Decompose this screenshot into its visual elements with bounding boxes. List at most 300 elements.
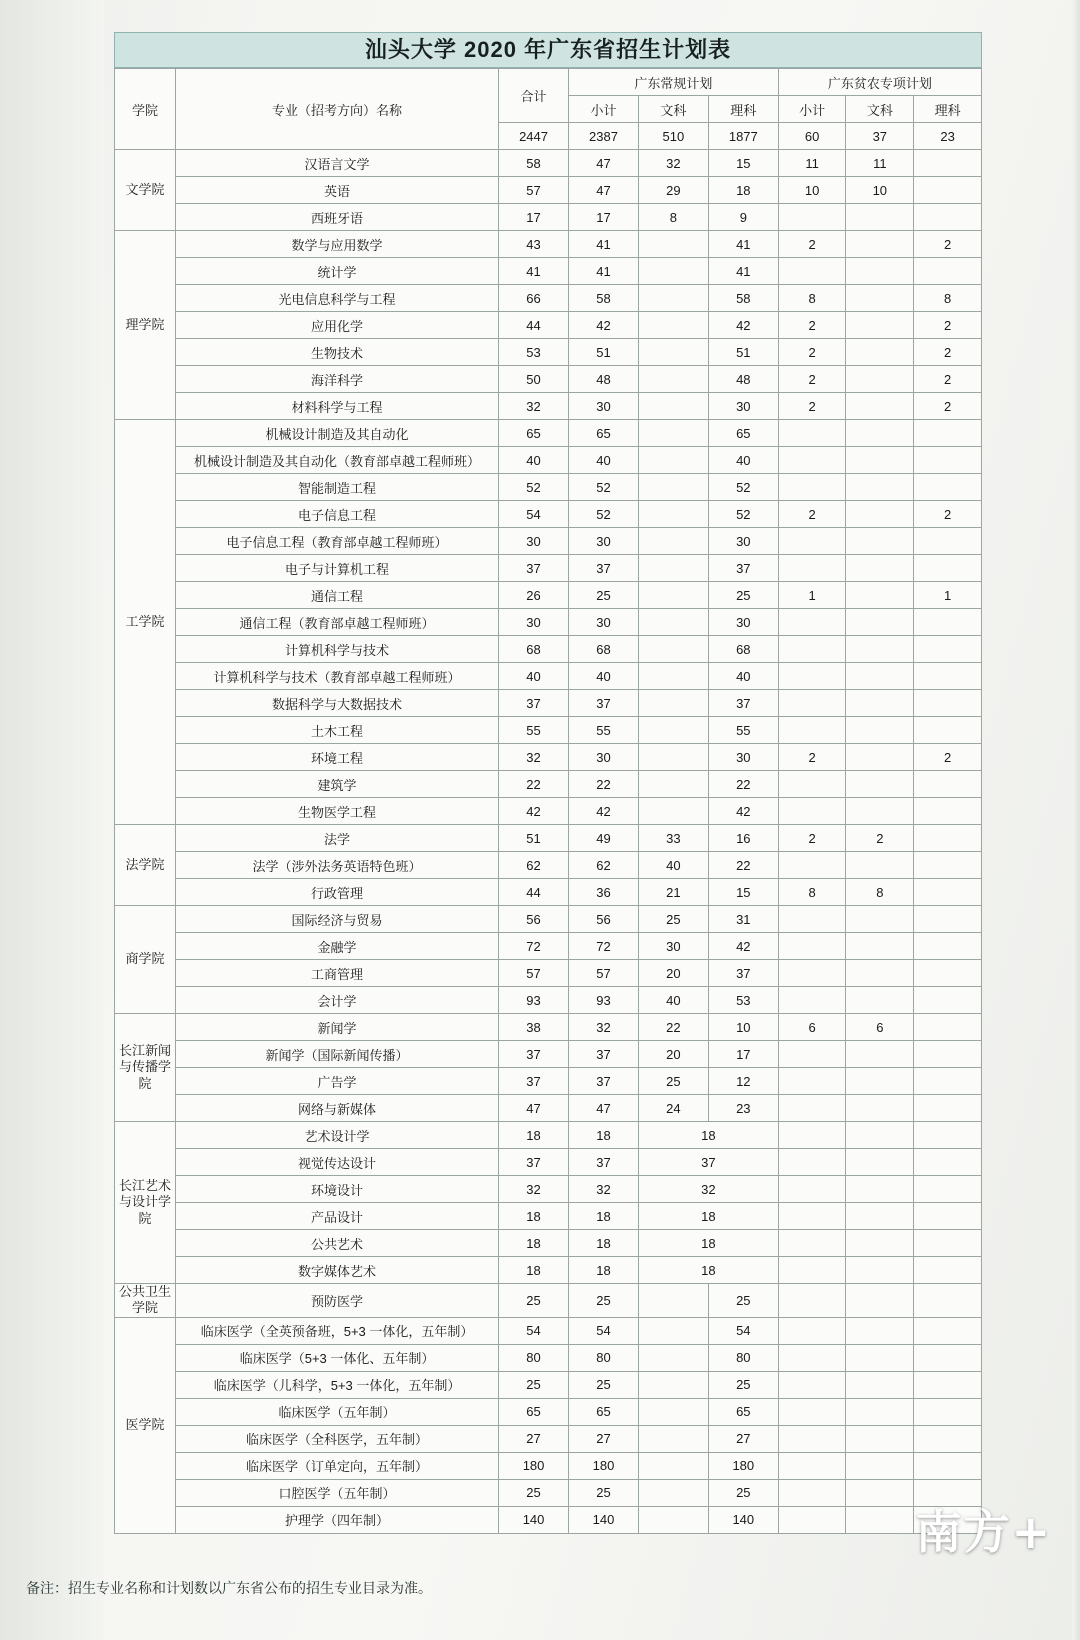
regular-liberal-cell [638, 1371, 708, 1398]
poverty-subtotal-cell [778, 1095, 846, 1122]
poverty-subtotal-cell [778, 420, 846, 447]
regular-science-cell: 18 [708, 177, 778, 204]
table-row [115, 1122, 982, 1149]
poverty-subtotal-cell: 2 [778, 501, 846, 528]
regular-science-cell: 37 [708, 960, 778, 987]
regular-liberal-cell [638, 474, 708, 501]
table-row [115, 501, 982, 528]
major-name-cell: 智能制造工程 [176, 474, 499, 501]
regular-subtotal-cell: 37 [569, 690, 639, 717]
regular-subtotal-cell: 47 [569, 150, 639, 177]
regular-subtotal-cell: 52 [569, 474, 639, 501]
regular-science-cell: 54 [708, 1317, 778, 1344]
poverty-subtotal-cell [778, 609, 846, 636]
major-name-cell: 工商管理 [176, 960, 499, 987]
poverty-science-cell [914, 906, 982, 933]
regular-liberal-cell [638, 717, 708, 744]
regular-subtotal-cell: 27 [569, 1425, 639, 1452]
regular-subtotal-cell: 37 [569, 1068, 639, 1095]
poverty-subtotal-cell [778, 474, 846, 501]
regular-liberal-cell: 24 [638, 1095, 708, 1122]
poverty-science-cell: 1 [914, 582, 982, 609]
regular-science-cell: 12 [708, 1068, 778, 1095]
poverty-liberal-cell [846, 771, 914, 798]
total-cell: 54 [499, 501, 569, 528]
poverty-liberal-cell: 10 [846, 177, 914, 204]
poverty-subtotal-cell [778, 1479, 846, 1506]
regular-liberal-cell: 40 [638, 987, 708, 1014]
poverty-subtotal-cell [778, 933, 846, 960]
poverty-liberal-cell [846, 1452, 914, 1479]
poverty-liberal-cell [846, 285, 914, 312]
table-row [115, 879, 982, 906]
regular-science-cell: 22 [708, 771, 778, 798]
regular-science-cell: 27 [708, 1425, 778, 1452]
major-name-cell: 公共艺术 [176, 1230, 499, 1257]
poverty-science-cell [914, 204, 982, 231]
poverty-science-cell [914, 663, 982, 690]
table-row [115, 825, 982, 852]
college-cell: 法学院 [115, 825, 176, 906]
poverty-science-cell [914, 825, 982, 852]
major-name-cell: 通信工程 [176, 582, 499, 609]
poverty-liberal-cell [846, 393, 914, 420]
poverty-subtotal-cell: 2 [778, 744, 846, 771]
total-cell: 27 [499, 1425, 569, 1452]
table-row [115, 312, 982, 339]
poverty-subtotal-cell [778, 1257, 846, 1284]
total-cell: 18 [499, 1257, 569, 1284]
total-cell: 40 [499, 447, 569, 474]
regular-subtotal-cell: 40 [569, 663, 639, 690]
regular-liberal-cell: 8 [638, 204, 708, 231]
poverty-subtotal-cell: 2 [778, 825, 846, 852]
regular-merged-cell: 18 [638, 1122, 778, 1149]
regular-liberal-cell [638, 1479, 708, 1506]
poverty-science-cell [914, 1149, 982, 1176]
major-name-cell: 数学与应用数学 [176, 231, 499, 258]
college-cell: 理学院 [115, 231, 176, 420]
total-cell: 22 [499, 771, 569, 798]
poverty-liberal-cell [846, 258, 914, 285]
total-all: 2447 [499, 123, 569, 150]
poverty-subtotal-cell [778, 204, 846, 231]
table-row [115, 1398, 982, 1425]
regular-science-cell: 10 [708, 1014, 778, 1041]
total-cell: 37 [499, 1149, 569, 1176]
poverty-liberal-cell [846, 231, 914, 258]
poverty-liberal-cell [846, 1479, 914, 1506]
poverty-subtotal-cell [778, 1176, 846, 1203]
major-name-cell: 口腔医学（五年制） [176, 1479, 499, 1506]
regular-liberal-cell [638, 1344, 708, 1371]
poverty-liberal-cell [846, 582, 914, 609]
regular-science-cell: 25 [708, 1479, 778, 1506]
total-cell: 17 [499, 204, 569, 231]
poverty-subtotal-cell [778, 1122, 846, 1149]
total-poverty-science: 23 [914, 123, 982, 150]
regular-science-cell: 48 [708, 366, 778, 393]
major-name-cell: 海洋科学 [176, 366, 499, 393]
poverty-subtotal-cell [778, 1506, 846, 1533]
total-cell: 51 [499, 825, 569, 852]
regular-science-cell: 25 [708, 1371, 778, 1398]
page-title: 汕头大学 2020 年广东省招生计划表 [364, 37, 732, 62]
major-name-cell: 数字媒体艺术 [176, 1257, 499, 1284]
major-name-cell: 英语 [176, 177, 499, 204]
total-cell: 62 [499, 852, 569, 879]
table-row [115, 1257, 982, 1284]
poverty-science-cell: 2 [914, 231, 982, 258]
poverty-liberal-cell [846, 1095, 914, 1122]
regular-subtotal-cell: 52 [569, 501, 639, 528]
college-cell: 商学院 [115, 906, 176, 1014]
poverty-liberal-cell [846, 1203, 914, 1230]
major-name-cell: 电子信息工程（教育部卓越工程师班） [176, 528, 499, 555]
poverty-science-cell [914, 852, 982, 879]
total-cell: 32 [499, 1176, 569, 1203]
poverty-liberal-cell [846, 339, 914, 366]
major-name-cell: 广告学 [176, 1068, 499, 1095]
table-row [115, 150, 982, 177]
regular-science-cell: 30 [708, 609, 778, 636]
poverty-liberal-cell [846, 1425, 914, 1452]
poverty-science-cell [914, 1344, 982, 1371]
poverty-subtotal-cell [778, 1203, 846, 1230]
poverty-subtotal-cell [778, 1284, 846, 1318]
total-cell: 37 [499, 690, 569, 717]
major-name-cell: 新闻学（国际新闻传播） [176, 1041, 499, 1068]
major-name-cell: 机械设计制造及其自动化 [176, 420, 499, 447]
regular-subtotal-cell: 68 [569, 636, 639, 663]
regular-subtotal-cell: 41 [569, 258, 639, 285]
total-cell: 50 [499, 366, 569, 393]
poverty-subtotal-cell [778, 960, 846, 987]
regular-subtotal-cell: 32 [569, 1014, 639, 1041]
major-name-cell: 环境设计 [176, 1176, 499, 1203]
regular-liberal-cell [638, 1284, 708, 1318]
major-name-cell: 艺术设计学 [176, 1122, 499, 1149]
poverty-science-cell [914, 1095, 982, 1122]
total-cell: 66 [499, 285, 569, 312]
regular-subtotal-cell: 25 [569, 1371, 639, 1398]
regular-liberal-cell [638, 231, 708, 258]
regular-subtotal-cell: 30 [569, 528, 639, 555]
table-row [115, 1230, 982, 1257]
regular-liberal-cell [638, 285, 708, 312]
regular-subtotal-cell: 80 [569, 1344, 639, 1371]
major-name-cell: 产品设计 [176, 1203, 499, 1230]
poverty-science-cell [914, 1371, 982, 1398]
regular-subtotal-cell: 25 [569, 1284, 639, 1318]
regular-science-cell: 15 [708, 879, 778, 906]
total-cell: 32 [499, 393, 569, 420]
poverty-subtotal-cell: 8 [778, 879, 846, 906]
header-poverty-subtotal: 小计 [778, 96, 846, 123]
poverty-liberal-cell: 2 [846, 825, 914, 852]
regular-liberal-cell [638, 1506, 708, 1533]
poverty-science-cell [914, 420, 982, 447]
regular-science-cell: 52 [708, 501, 778, 528]
poverty-subtotal-cell [778, 852, 846, 879]
header-regular-subtotal: 小计 [569, 96, 639, 123]
regular-subtotal-cell: 51 [569, 339, 639, 366]
regular-subtotal-cell: 58 [569, 285, 639, 312]
table-row [115, 1479, 982, 1506]
total-cell: 40 [499, 663, 569, 690]
college-cell: 长江新闻与传播学院 [115, 1014, 176, 1122]
poverty-science-cell [914, 1425, 982, 1452]
major-name-cell: 通信工程（教育部卓越工程师班） [176, 609, 499, 636]
regular-subtotal-cell: 49 [569, 825, 639, 852]
regular-subtotal-cell: 180 [569, 1452, 639, 1479]
regular-liberal-cell [638, 258, 708, 285]
college-cell: 公共卫生学院 [115, 1284, 176, 1318]
table-row [115, 1203, 982, 1230]
regular-subtotal-cell: 37 [569, 1041, 639, 1068]
regular-subtotal-cell: 55 [569, 717, 639, 744]
poverty-liberal-cell [846, 1506, 914, 1533]
table-row [115, 987, 982, 1014]
poverty-liberal-cell [846, 447, 914, 474]
major-name-cell: 建筑学 [176, 771, 499, 798]
poverty-subtotal-cell [778, 798, 846, 825]
poverty-subtotal-cell [778, 1041, 846, 1068]
poverty-science-cell: 2 [914, 366, 982, 393]
major-name-cell: 金融学 [176, 933, 499, 960]
regular-liberal-cell [638, 1425, 708, 1452]
poverty-subtotal-cell: 2 [778, 312, 846, 339]
regular-subtotal-cell: 54 [569, 1317, 639, 1344]
regular-liberal-cell [638, 555, 708, 582]
poverty-science-cell [914, 1122, 982, 1149]
poverty-science-cell [914, 960, 982, 987]
header-group-poverty: 广东贫农专项计划 [778, 69, 981, 96]
major-name-cell: 电子与计算机工程 [176, 555, 499, 582]
poverty-liberal-cell [846, 960, 914, 987]
table-row [115, 933, 982, 960]
regular-science-cell: 53 [708, 987, 778, 1014]
regular-liberal-cell: 25 [638, 1068, 708, 1095]
regular-liberal-cell: 30 [638, 933, 708, 960]
total-cell: 72 [499, 933, 569, 960]
poverty-science-cell [914, 798, 982, 825]
regular-subtotal-cell: 25 [569, 582, 639, 609]
document-sheet [10, 22, 1068, 1622]
poverty-science-cell [914, 636, 982, 663]
regular-subtotal-cell: 32 [569, 1176, 639, 1203]
regular-liberal-cell [638, 501, 708, 528]
poverty-subtotal-cell [778, 528, 846, 555]
poverty-subtotal-cell [778, 906, 846, 933]
table-row [115, 177, 982, 204]
poverty-science-cell [914, 1317, 982, 1344]
regular-subtotal-cell: 30 [569, 393, 639, 420]
poverty-subtotal-cell [778, 1230, 846, 1257]
poverty-science-cell [914, 1041, 982, 1068]
regular-science-cell: 140 [708, 1506, 778, 1533]
table-row [115, 474, 982, 501]
poverty-subtotal-cell: 10 [778, 177, 846, 204]
total-cell: 52 [499, 474, 569, 501]
regular-liberal-cell [638, 339, 708, 366]
poverty-subtotal-cell: 8 [778, 285, 846, 312]
poverty-science-cell [914, 1203, 982, 1230]
poverty-liberal-cell [846, 204, 914, 231]
table-row [115, 1068, 982, 1095]
regular-science-cell: 30 [708, 744, 778, 771]
regular-science-cell: 51 [708, 339, 778, 366]
poverty-science-cell [914, 1452, 982, 1479]
regular-science-cell: 42 [708, 798, 778, 825]
table-row [115, 1506, 982, 1533]
major-name-cell: 临床医学（5+3 一体化、五年制） [176, 1344, 499, 1371]
major-name-cell: 国际经济与贸易 [176, 906, 499, 933]
regular-science-cell: 30 [708, 528, 778, 555]
poverty-subtotal-cell [778, 1317, 846, 1344]
admission-plan-table [114, 68, 982, 1534]
table-row [115, 1317, 982, 1344]
regular-liberal-cell: 20 [638, 1041, 708, 1068]
regular-liberal-cell [638, 366, 708, 393]
major-name-cell: 统计学 [176, 258, 499, 285]
major-name-cell: 汉语言文学 [176, 150, 499, 177]
regular-subtotal-cell: 140 [569, 1506, 639, 1533]
regular-science-cell: 40 [708, 663, 778, 690]
regular-subtotal-cell: 42 [569, 798, 639, 825]
poverty-subtotal-cell [778, 636, 846, 663]
poverty-liberal-cell: 6 [846, 1014, 914, 1041]
table-row [115, 798, 982, 825]
poverty-science-cell [914, 474, 982, 501]
poverty-subtotal-cell: 2 [778, 231, 846, 258]
table-row [115, 231, 982, 258]
regular-liberal-cell [638, 393, 708, 420]
poverty-liberal-cell [846, 501, 914, 528]
total-cell: 32 [499, 744, 569, 771]
regular-subtotal-cell: 30 [569, 609, 639, 636]
poverty-science-cell [914, 258, 982, 285]
regular-subtotal-cell: 40 [569, 447, 639, 474]
total-regular-liberal: 510 [638, 123, 708, 150]
college-cell: 工学院 [115, 420, 176, 825]
table-row [115, 1344, 982, 1371]
poverty-liberal-cell: 11 [846, 150, 914, 177]
table-row [115, 771, 982, 798]
table-row [115, 366, 982, 393]
regular-subtotal-cell: 42 [569, 312, 639, 339]
total-cell: 93 [499, 987, 569, 1014]
poverty-science-cell: 2 [914, 393, 982, 420]
poverty-liberal-cell [846, 690, 914, 717]
page-right-margin [1072, 0, 1080, 1640]
major-name-cell: 西班牙语 [176, 204, 499, 231]
major-name-cell: 法学 [176, 825, 499, 852]
table-body [115, 150, 982, 1534]
table-row [115, 690, 982, 717]
table-row [115, 1095, 982, 1122]
table-row [115, 447, 982, 474]
table-row [115, 393, 982, 420]
poverty-subtotal-cell [778, 1068, 846, 1095]
poverty-liberal-cell [846, 636, 914, 663]
header-group-regular: 广东常规计划 [569, 69, 779, 96]
table-row [115, 1176, 982, 1203]
regular-science-cell: 42 [708, 933, 778, 960]
regular-liberal-cell [638, 1317, 708, 1344]
regular-liberal-cell [638, 771, 708, 798]
total-cell: 18 [499, 1122, 569, 1149]
table-row [115, 636, 982, 663]
regular-subtotal-cell: 57 [569, 960, 639, 987]
regular-science-cell: 37 [708, 555, 778, 582]
poverty-subtotal-cell [778, 555, 846, 582]
total-poverty-liberal: 37 [846, 123, 914, 150]
regular-science-cell: 25 [708, 582, 778, 609]
header-college: 学院 [115, 69, 176, 150]
table-row [115, 1149, 982, 1176]
major-name-cell: 生物技术 [176, 339, 499, 366]
regular-subtotal-cell: 47 [569, 177, 639, 204]
poverty-science-cell [914, 1068, 982, 1095]
total-cell: 38 [499, 1014, 569, 1041]
poverty-science-cell: 2 [914, 744, 982, 771]
poverty-science-cell [914, 879, 982, 906]
regular-science-cell: 41 [708, 231, 778, 258]
total-cell: 180 [499, 1452, 569, 1479]
major-name-cell: 临床医学（五年制） [176, 1398, 499, 1425]
table-row [115, 528, 982, 555]
poverty-liberal-cell [846, 717, 914, 744]
regular-liberal-cell: 20 [638, 960, 708, 987]
regular-science-cell: 22 [708, 852, 778, 879]
poverty-science-cell [914, 690, 982, 717]
poverty-science-cell [914, 528, 982, 555]
table-row [115, 1452, 982, 1479]
regular-subtotal-cell: 18 [569, 1230, 639, 1257]
table-row [115, 420, 982, 447]
total-cell: 140 [499, 1506, 569, 1533]
total-cell: 54 [499, 1317, 569, 1344]
total-cell: 43 [499, 231, 569, 258]
major-name-cell: 视觉传达设计 [176, 1149, 499, 1176]
major-name-cell: 会计学 [176, 987, 499, 1014]
poverty-subtotal-cell: 1 [778, 582, 846, 609]
regular-liberal-cell [638, 528, 708, 555]
regular-science-cell: 55 [708, 717, 778, 744]
regular-subtotal-cell: 47 [569, 1095, 639, 1122]
regular-subtotal-cell: 22 [569, 771, 639, 798]
regular-subtotal-cell: 17 [569, 204, 639, 231]
poverty-subtotal-cell [778, 447, 846, 474]
total-cell: 57 [499, 960, 569, 987]
regular-science-cell: 42 [708, 312, 778, 339]
table-header [115, 69, 982, 150]
table-row [115, 1284, 982, 1318]
poverty-liberal-cell [846, 420, 914, 447]
regular-liberal-cell: 21 [638, 879, 708, 906]
major-name-cell: 行政管理 [176, 879, 499, 906]
poverty-liberal-cell [846, 1068, 914, 1095]
major-name-cell: 材料科学与工程 [176, 393, 499, 420]
regular-science-cell: 30 [708, 393, 778, 420]
poverty-subtotal-cell [778, 690, 846, 717]
poverty-science-cell [914, 987, 982, 1014]
regular-merged-cell: 18 [638, 1257, 778, 1284]
major-name-cell: 网络与新媒体 [176, 1095, 499, 1122]
total-cell: 47 [499, 1095, 569, 1122]
poverty-science-cell: 2 [914, 339, 982, 366]
